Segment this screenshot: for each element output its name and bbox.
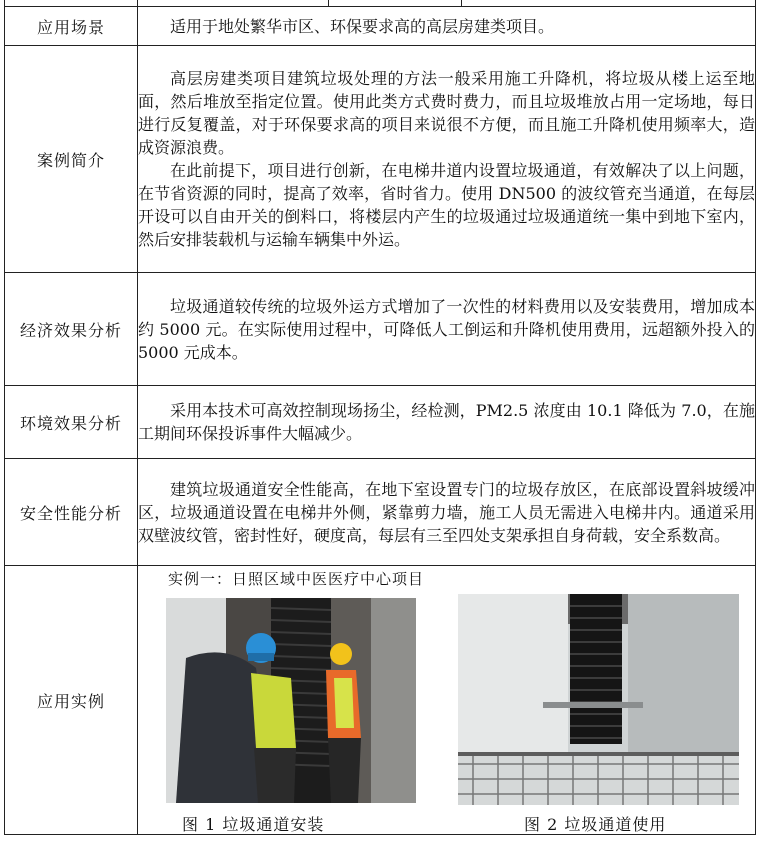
installation-photo-illustration <box>166 598 416 803</box>
row-label-application: 应用实例 <box>5 566 138 835</box>
paragraph: 建筑垃圾通道安全性能高，在地下室设置专门的垃圾存放区，在底部设置斜坡缓冲区，垃圾通道设置在电梯井外侧，紧靠剪力墙，施工人员无需进入电梯井内。通道采用双壁波纹管，密封性好，硬度高，每层有三至四处支架承担自身荷载，安全系数高。 <box>138 479 755 545</box>
row-label-case-intro: 案例简介 <box>5 46 138 273</box>
usage-photo-illustration <box>458 594 739 805</box>
paragraph: 适用于地处繁华市区、环保要求高的高层房建类项目。 <box>170 16 555 36</box>
paragraph: 高层房建类项目建筑垃圾处理的方法一般采用施工升降机，将垃圾从楼上运至地面，然后堆放至指定位置。使用此类方式费时费力，而且垃圾堆放占用一定场地，每日进行反复覆盖，对于环保要求高的项目来说很不方便，而且施工升降机使用频率大，造成资源浪费。 <box>138 69 755 157</box>
row-economic <box>5 273 756 386</box>
row-content-environment <box>138 386 756 459</box>
row-content-safety <box>138 459 756 566</box>
figure-1-caption: 图 1 垃圾通道安装 <box>182 815 325 834</box>
row-case-intro <box>5 46 756 273</box>
row-environment <box>5 386 756 459</box>
row-label-scenario: 应用场景 <box>5 7 138 46</box>
row-label-economic: 经济效果分析 <box>5 273 138 386</box>
figure-1-photo <box>166 598 416 803</box>
row-label-environment: 环境效果分析 <box>5 386 138 459</box>
row-label-safety: 安全性能分析 <box>5 459 138 566</box>
paragraph: 在此前提下，项目进行创新，在电梯井道内设置垃圾通道，有效解决了以上问题，在节省资源的同时，提高了效率，省时省力。使用 DN500 的波纹管充当通道，在每层开设可以自由开关的倒料口，将楼层内产生的垃圾通过垃圾通道统一集中到地下室内，然后安排装载机与运输车辆集中外运。 <box>138 161 755 249</box>
example-title: 实例一：日照区域中医医疗中心项目 <box>168 570 425 588</box>
paragraph: 采用本技术可高效控制现场扬尘，经检测，PM2.5 浓度由 10.1 降低为 7.0，在施工期间环保投诉事件大幅减少。 <box>138 401 755 443</box>
row-content-scenario <box>138 7 756 46</box>
figure-2-photo <box>458 594 739 805</box>
row-safety <box>5 459 756 566</box>
row-content-economic <box>138 273 756 386</box>
figure-2-caption: 图 2 垃圾通道使用 <box>524 815 667 834</box>
row-scenario <box>5 7 756 46</box>
row-content-case-intro <box>138 46 756 273</box>
paragraph: 垃圾通道较传统的垃圾外运方式增加了一次性的材料费用以及安装费用，增加成本约 5000 元。在实际使用过程中，可降低人工倒运和升降机使用费用，远超额外投入的 5000 元成本。 <box>138 296 755 362</box>
